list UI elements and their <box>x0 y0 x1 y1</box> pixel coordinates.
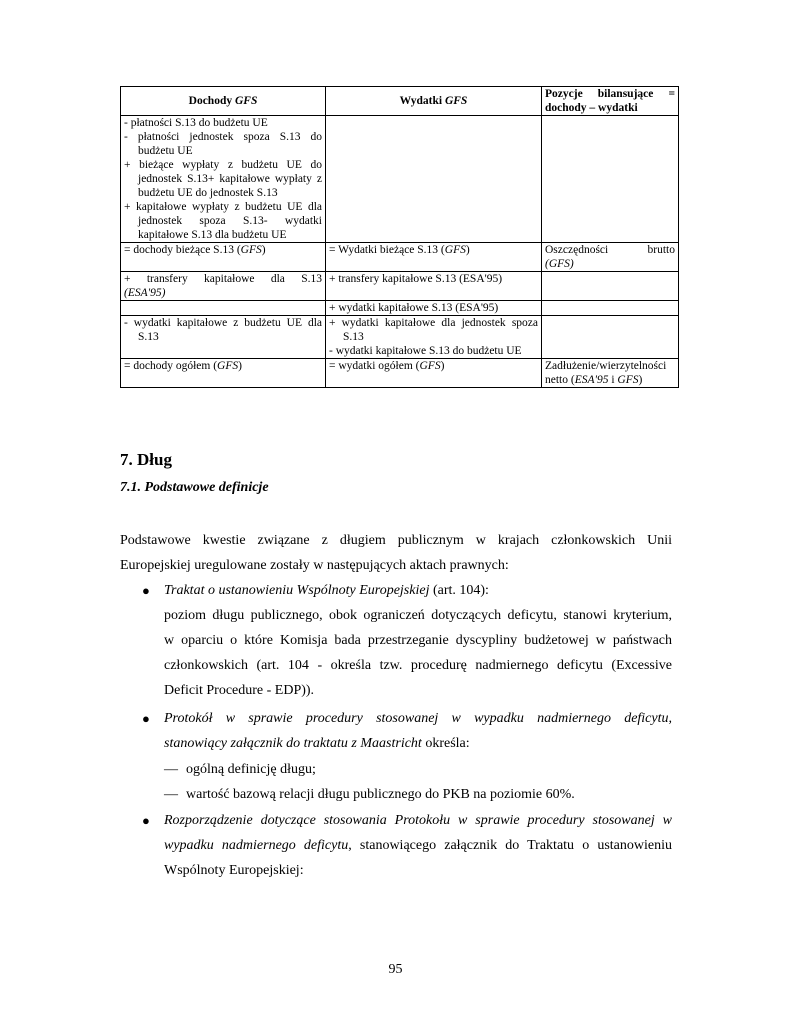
table-row <box>121 243 679 272</box>
table-row <box>121 272 679 301</box>
bullet-icon: ● <box>142 813 150 828</box>
table-cell: = dochody bieżące S.13 (GFS) <box>121 243 326 272</box>
header-balancing-items: Pozycje bilansujące = dochody – wydatki <box>542 87 679 116</box>
bullet-text: Traktat o ustanowieniu Wspólnoty Europejskiej (art. 104): poziom długu publicznego, obok ograniczeń dotyczących deficytu, stanowi kryterium, w oparciu o które Komisja bada przestrzeganie dyscypliny budżetowej w państwach członkowskich (art. 104 - określa tzw. procedurę nadmiernego deficytu (Excessive Deficit Procedure - EDP)). <box>164 583 672 698</box>
table-header-row <box>121 87 679 116</box>
table-cell: + transfery kapitałowe dla S.13 (ESA'95) <box>121 272 326 301</box>
table-row <box>121 316 679 359</box>
header-expenditure: Wydatki GFS <box>326 87 542 116</box>
table-cell: + wydatki kapitałowe S.13 (ESA'95) <box>326 301 542 316</box>
table-cell <box>542 316 679 359</box>
table-row <box>121 301 679 316</box>
bullet-icon: ● <box>142 711 150 726</box>
list-item: - płatności jednostek spoza S.13 do budżetu UE <box>124 131 322 157</box>
table-cell: + transfery kapitałowe S.13 (ESA'95) <box>326 272 542 301</box>
table-cell: Zadłużenie/wierzytelności netto (ESA'95 i GFS) <box>542 359 679 388</box>
table-row <box>121 359 679 388</box>
table-cell: = dochody ogółem (GFS) <box>121 359 326 388</box>
header-revenue: Dochody GFS <box>121 87 326 116</box>
table-cell <box>121 301 326 316</box>
table-cell <box>326 116 542 243</box>
table-cell: + wydatki kapitałowe dla jednostek spoza S.13 - wydatki kapitałowe S.13 do budżetu UE <box>326 316 542 359</box>
page-number: 95 <box>388 962 403 977</box>
section-heading: 7. Dług <box>120 450 172 469</box>
dash-icon: — <box>164 762 178 777</box>
table-cell: - wydatki kapitałowe z budżetu UE dla S.13 <box>121 316 326 359</box>
table-cell <box>542 272 679 301</box>
list-item: + bieżące wypłaty z budżetu UE do jednostek S.13+ kapitałowe wypłaty z budżetu UE do jednostek S.13 <box>124 159 322 199</box>
dash-icon: — <box>164 787 178 802</box>
table-cell <box>121 116 326 243</box>
bullet-text: Rozporządzenie dotyczące stosowania Protokołu w sprawie procedury stosowanej w wypadku nadmiernego deficytu, stanowiącego załącznik do Traktatu o ustanowieniu Wspólnoty Europejskiej: <box>164 813 673 878</box>
table-cell <box>542 116 679 243</box>
table-row <box>121 116 679 243</box>
dash-item: wartość bazową relacji długu publicznego do PKB na poziomie 60%. <box>186 787 575 802</box>
list-item: + kapitałowe wypłaty z budżetu UE dla jednostek spoza S.13- wydatki kapitałowe S.13 dla budżetu UE <box>124 201 322 241</box>
gfs-balance-table <box>120 86 679 388</box>
table-cell <box>542 301 679 316</box>
table-cell: Oszczędności brutto (GFS) <box>542 243 679 272</box>
bullet-icon: ● <box>142 583 150 598</box>
table-cell: = wydatki ogółem (GFS) <box>326 359 542 388</box>
table-cell: = Wydatki bieżące S.13 (GFS) <box>326 243 542 272</box>
intro-paragraph: Podstawowe kwestie związane z długiem publicznym w krajach członkowskich Unii Europejskiej uregulowane zostały w następujących aktach prawnych: <box>120 533 672 573</box>
dash-item: ogólną definicję długu; <box>186 762 316 777</box>
bullet-text: Protokół w sprawie procedury stosowanej w wypadku nadmiernego deficytu, stanowiący załącznik do traktatu z Maastricht określa: <box>164 711 672 751</box>
list-item: - płatności S.13 do budżetu UE <box>124 117 268 129</box>
subsection-heading: 7.1. Podstawowe definicje <box>120 480 269 495</box>
